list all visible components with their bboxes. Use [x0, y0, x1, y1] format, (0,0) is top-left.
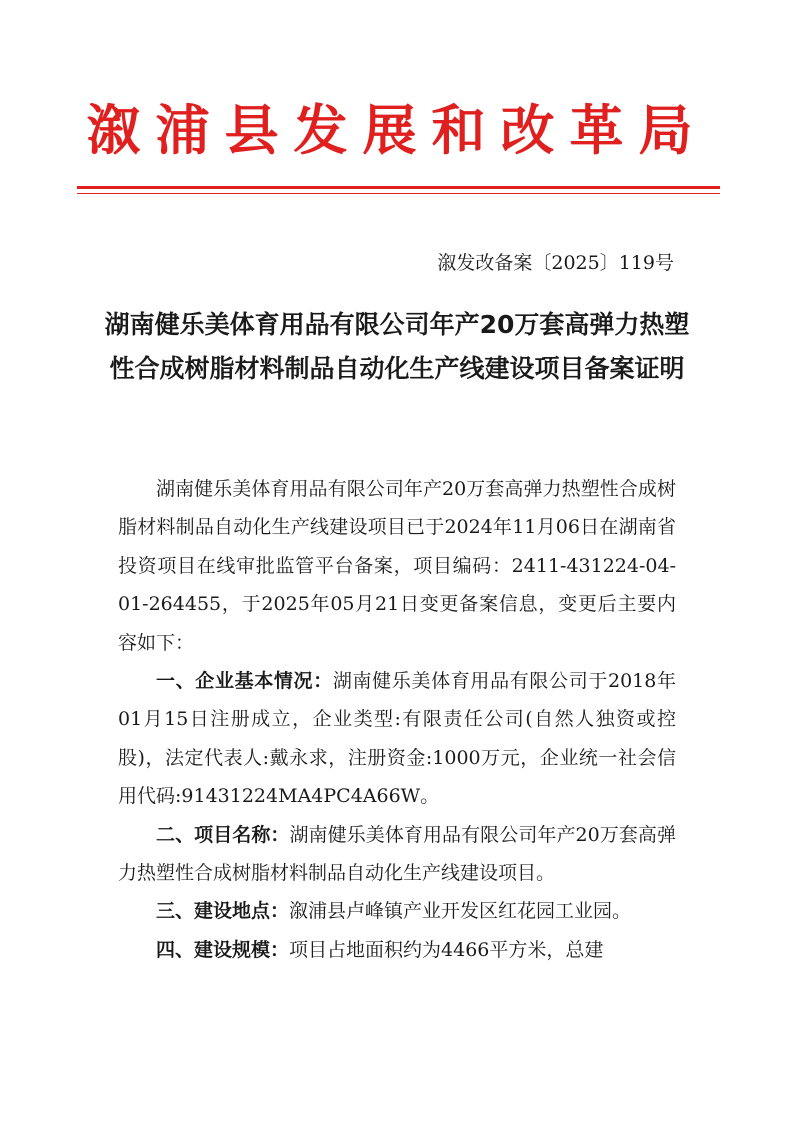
section-enterprise-info-text: 湖南健乐美体育用品有限公司于2018年01月15日注册成立，企业类型:有限责任公司(自然人独资或控股)，法定代表人:戴永求，注册资金:1000万元，企业统一社会信用代码:91431224MA4PC4A66W。	[118, 670, 676, 808]
section-location-text: 溆浦县卢峰镇产业开发区红花园工业园。	[289, 900, 632, 923]
header-divider-thick	[77, 186, 720, 189]
section-scale-text: 项目占地面积约为4466平方米，总建	[289, 938, 604, 961]
section-location-heading: 三、建设地点：	[156, 900, 290, 923]
section-scale	[118, 931, 676, 969]
document-title: 湖南健乐美体育用品有限公司年产20万套高弹力热塑性合成树脂材料制品自动化生产线建设项目备案证明	[104, 310, 690, 383]
document-body	[118, 470, 676, 969]
document-number: 溆发改备案〔2025〕119号	[437, 252, 674, 274]
section-enterprise-info-heading: 一、企业基本情况：	[156, 670, 333, 693]
issuing-authority-header: 溆浦县发展和改革局	[86, 99, 708, 162]
section-scale-heading: 四、建设规模：	[156, 938, 290, 961]
section-enterprise-info	[118, 662, 676, 816]
section-project-name-heading: 二、项目名称：	[156, 823, 290, 846]
section-project-name	[118, 816, 676, 893]
header-divider-thin	[77, 193, 720, 194]
intro-paragraph: 湖南健乐美体育用品有限公司年产20万套高弹力热塑性合成树脂材料制品自动化生产线建设项目已于2024年11月06日在湖南省投资项目在线审批监管平台备案，项目编码：2411-431224-04-01-264455，于2025年05月21日变更备案信息，变更后主要内容如下：	[118, 478, 676, 654]
section-project-name-text: 湖南健乐美体育用品有限公司年产20万套高弹力热塑性合成树脂材料制品自动化生产线建设项目。	[118, 823, 676, 885]
section-location	[118, 892, 676, 930]
